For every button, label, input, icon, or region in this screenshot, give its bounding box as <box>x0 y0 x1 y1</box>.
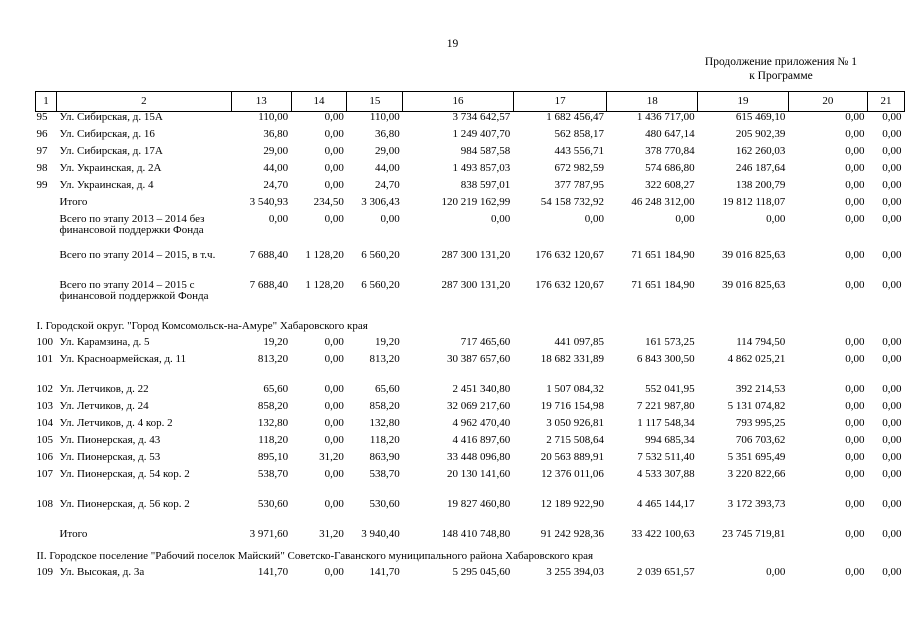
row-name: Всего по этапу 2013 – 2014 без финансовой поддержки Фонда <box>59 214 205 236</box>
value-cell: 0,00 <box>845 111 865 123</box>
table-row <box>36 384 905 401</box>
row-number: 105 <box>36 435 53 446</box>
value-cell: 0,00 <box>324 354 344 365</box>
value-cell: 33 422 100,63 <box>631 529 695 540</box>
value-cell: 0,00 <box>380 214 400 225</box>
value-cell: 0,00 <box>882 435 902 446</box>
row-number: 106 <box>36 452 53 463</box>
value-cell: 1 128,20 <box>305 250 344 261</box>
value-cell: 0,00 <box>675 214 695 225</box>
value-cell: 110,00 <box>369 111 400 123</box>
header-cell: 19 <box>698 92 789 112</box>
row-name: Ул. Украинская, д. 2А <box>59 163 162 174</box>
value-cell: 31,20 <box>319 529 344 540</box>
value-cell: 71 651 184,90 <box>631 280 695 291</box>
value-cell: 19,20 <box>374 337 400 348</box>
value-cell: 161 573,25 <box>645 337 695 348</box>
value-cell: 0,00 <box>845 163 865 174</box>
value-cell: 858,20 <box>257 401 289 412</box>
value-cell: 3 540,93 <box>249 197 289 208</box>
value-cell: 20 130 141,60 <box>446 469 511 480</box>
value-cell: 0,00 <box>882 469 902 480</box>
value-cell: 162 260,03 <box>735 146 786 157</box>
value-cell: 0,00 <box>845 129 865 140</box>
value-cell: 29,00 <box>374 146 400 157</box>
row-number: 107 <box>36 469 53 480</box>
value-cell: 19 812 118,07 <box>722 197 786 208</box>
value-cell: 36,80 <box>263 129 289 140</box>
table-row <box>36 146 905 163</box>
value-cell: 0,00 <box>324 129 344 140</box>
row-number <box>36 529 57 546</box>
value-cell: 552 041,95 <box>645 384 695 395</box>
value-cell: 863,90 <box>369 452 400 463</box>
value-cell: 0,00 <box>845 401 865 412</box>
value-cell: 0,00 <box>845 469 865 480</box>
value-cell: 71 651 184,90 <box>631 250 695 261</box>
value-cell: 530,60 <box>369 499 400 510</box>
value-cell: 39 016 825,63 <box>722 280 786 291</box>
value-cell: 6 560,20 <box>361 280 400 291</box>
row-name: Ул. Сибирская, д. 17А <box>59 146 163 157</box>
row-number <box>36 197 57 214</box>
row-name: Ул. Пионерская, д. 56 кор. 2 <box>59 499 190 510</box>
table-row <box>36 452 905 469</box>
row-name: Всего по этапу 2014 – 2015, в т.ч. <box>59 250 216 261</box>
value-cell: 4 465 144,17 <box>636 499 695 510</box>
value-cell: 19 827 460,80 <box>446 499 511 510</box>
value-cell: 205 902,39 <box>735 129 786 140</box>
value-cell: 3 971,60 <box>249 529 289 540</box>
row-name: Ул. Карамзина, д. 5 <box>59 337 150 348</box>
value-cell: 0,00 <box>882 250 902 261</box>
value-cell: 706 703,62 <box>735 435 786 446</box>
value-cell: 4 416 897,60 <box>452 435 511 446</box>
value-cell: 0,00 <box>882 418 902 429</box>
value-cell: 0,00 <box>882 529 902 540</box>
row-number: 96 <box>36 129 48 140</box>
value-cell: 0,00 <box>845 354 865 365</box>
value-cell: 0,00 <box>324 180 344 191</box>
value-cell: 0,00 <box>324 111 344 123</box>
header-cell: 13 <box>231 92 291 112</box>
value-cell: 574 686,80 <box>645 163 695 174</box>
value-cell: 234,50 <box>313 197 344 208</box>
row-number: 102 <box>36 384 53 395</box>
value-cell: 0,00 <box>845 529 865 540</box>
value-cell: 0,00 <box>882 354 902 365</box>
value-cell: 0,00 <box>882 384 902 395</box>
value-cell: 2 715 508,64 <box>546 435 604 446</box>
table-row <box>36 567 905 584</box>
value-cell: 0,00 <box>845 567 865 578</box>
value-cell: 0,00 <box>324 384 344 395</box>
value-cell: 3 940,40 <box>361 529 400 540</box>
value-cell: 132,80 <box>257 418 289 429</box>
value-cell: 813,20 <box>257 354 289 365</box>
value-cell: 287 300 131,20 <box>441 280 511 291</box>
value-cell: 813,20 <box>369 354 400 365</box>
value-cell: 110,00 <box>258 111 289 123</box>
section-row <box>36 546 905 567</box>
value-cell: 0,00 <box>882 499 902 510</box>
value-cell: 0,00 <box>845 250 865 261</box>
value-cell: 19,20 <box>263 337 289 348</box>
table-row <box>36 354 905 384</box>
table-row <box>36 280 905 316</box>
value-cell: 717 465,60 <box>460 337 511 348</box>
header-cell: 14 <box>291 92 347 112</box>
table-row <box>36 418 905 435</box>
row-name: Всего по этапу 2014 – 2015 с финансовой поддержкой Фонда <box>59 280 209 302</box>
value-cell: 24,70 <box>263 180 289 191</box>
value-cell: 480 647,14 <box>645 129 695 140</box>
value-cell: 19 716 154,98 <box>540 401 604 412</box>
value-cell: 0,00 <box>882 214 902 225</box>
value-cell: 1 682 456,47 <box>546 111 604 123</box>
value-cell: 3 306,43 <box>361 197 400 208</box>
value-cell: 984 587,58 <box>460 146 511 157</box>
value-cell: 0,00 <box>324 163 344 174</box>
value-cell: 895,10 <box>257 452 289 463</box>
value-cell: 91 242 928,36 <box>540 529 604 540</box>
value-cell: 858,20 <box>369 401 400 412</box>
value-cell: 0,00 <box>324 567 344 578</box>
value-cell: 538,70 <box>369 469 400 480</box>
value-cell: 838 597,01 <box>460 180 511 191</box>
value-cell: 0,00 <box>324 337 344 348</box>
value-cell: 4 962 470,40 <box>452 418 511 429</box>
row-name: Ул. Пионерская, д. 54 кор. 2 <box>59 469 190 480</box>
data-table <box>35 91 905 584</box>
row-number: 103 <box>36 401 53 412</box>
header-row <box>36 92 905 112</box>
value-cell: 1 117 548,34 <box>637 418 695 429</box>
value-cell: 0,00 <box>845 452 865 463</box>
value-cell: 12 189 922,90 <box>540 499 604 510</box>
value-cell: 3 255 394,03 <box>546 567 604 578</box>
value-cell: 615 469,10 <box>735 111 786 123</box>
value-cell: 7 688,40 <box>249 280 289 291</box>
table-row <box>36 337 905 354</box>
row-name: Ул. Летчиков, д. 22 <box>59 384 149 395</box>
row-number <box>36 250 57 280</box>
value-cell: 44,00 <box>374 163 400 174</box>
row-number <box>36 280 57 316</box>
value-cell: 0,00 <box>882 337 902 348</box>
value-cell: 5 131 074,82 <box>727 401 786 412</box>
value-cell: 0,00 <box>845 418 865 429</box>
value-cell: 120 219 162,99 <box>441 197 511 208</box>
row-number: 100 <box>36 337 53 348</box>
value-cell: 65,60 <box>374 384 400 395</box>
value-cell: 0,00 <box>882 146 902 157</box>
value-cell: 1 507 084,32 <box>546 384 604 395</box>
row-name: Ул. Летчиков, д. 24 <box>59 401 149 412</box>
table-row <box>36 197 905 214</box>
value-cell: 6 560,20 <box>361 250 400 261</box>
value-cell: 12 376 011,06 <box>541 469 604 480</box>
value-cell: 118,20 <box>258 435 289 446</box>
header-cell: 2 <box>56 92 231 112</box>
value-cell: 0,00 <box>882 111 902 123</box>
section-row <box>36 316 905 337</box>
header-cell: 1 <box>36 92 57 112</box>
value-cell: 44,00 <box>263 163 289 174</box>
value-cell: 148 410 748,80 <box>441 529 511 540</box>
header-cell: 16 <box>403 92 513 112</box>
value-cell: 0,00 <box>882 567 902 578</box>
section-title: II. Городское поселение "Рабочий поселок Майский" Советско-Гаванского муниципального района Хабаровского края <box>36 550 594 562</box>
value-cell: 176 632 120,67 <box>535 250 604 261</box>
header-cell: 15 <box>347 92 403 112</box>
value-cell: 0,00 <box>882 163 902 174</box>
page-number: 19 <box>446 38 459 50</box>
value-cell: 530,60 <box>257 499 289 510</box>
value-cell: 1 128,20 <box>305 280 344 291</box>
value-cell: 0,00 <box>882 197 902 208</box>
value-cell: 0,00 <box>766 214 786 225</box>
value-cell: 65,60 <box>263 384 289 395</box>
table-row <box>36 214 905 250</box>
value-cell: 0,00 <box>845 435 865 446</box>
value-cell: 3 220 822,66 <box>727 469 786 480</box>
row-number: 95 <box>36 111 48 123</box>
value-cell: 0,00 <box>845 337 865 348</box>
table-row <box>36 469 905 499</box>
value-cell: 141,70 <box>369 567 400 578</box>
value-cell: 672 982,59 <box>554 163 604 174</box>
table-row <box>36 180 905 197</box>
value-cell: 1 436 717,00 <box>636 111 695 123</box>
row-number: 101 <box>36 354 53 365</box>
value-cell: 0,00 <box>766 567 786 578</box>
row-name: Ул. Пионерская, д. 53 <box>59 452 161 463</box>
header-cell: 20 <box>788 92 867 112</box>
value-cell: 562 858,17 <box>554 129 604 140</box>
value-cell: 0,00 <box>845 146 865 157</box>
value-cell: 31,20 <box>319 452 344 463</box>
value-cell: 443 556,71 <box>554 146 604 157</box>
value-cell: 7 221 987,80 <box>636 401 695 412</box>
value-cell: 0,00 <box>882 129 902 140</box>
value-cell: 2 451 340,80 <box>452 384 511 395</box>
value-cell: 0,00 <box>268 214 289 225</box>
value-cell: 24,70 <box>374 180 400 191</box>
table-row <box>36 250 905 280</box>
value-cell: 46 248 312,00 <box>631 197 695 208</box>
value-cell: 23 745 719,81 <box>722 529 786 540</box>
value-cell: 33 448 096,80 <box>446 452 511 463</box>
row-name: Ул. Красноармейская, д. 11 <box>59 354 187 365</box>
value-cell: 538,70 <box>257 469 289 480</box>
row-name: Итого <box>59 529 88 540</box>
value-cell: 994 685,34 <box>645 435 695 446</box>
value-cell: 377 787,95 <box>554 180 604 191</box>
value-cell: 36,80 <box>374 129 400 140</box>
header-cell: 18 <box>607 92 698 112</box>
value-cell: 176 632 120,67 <box>535 280 604 291</box>
value-cell: 0,00 <box>845 384 865 395</box>
row-number: 99 <box>36 180 48 191</box>
value-cell: 0,00 <box>324 401 344 412</box>
row-number: 108 <box>36 499 53 510</box>
value-cell: 0,00 <box>845 499 865 510</box>
value-cell: 0,00 <box>584 214 604 225</box>
table-row <box>36 499 905 529</box>
row-name: Ул. Пионерская, д. 43 <box>59 435 161 446</box>
value-cell: 441 097,85 <box>554 337 604 348</box>
table-row <box>36 529 905 546</box>
row-number: 97 <box>36 146 48 157</box>
value-cell: 0,00 <box>324 214 344 225</box>
header-cell: 21 <box>868 92 905 112</box>
table-row <box>36 163 905 180</box>
table-row <box>36 112 905 130</box>
row-number: 109 <box>36 567 53 578</box>
value-cell: 0,00 <box>882 180 902 191</box>
value-cell: 0,00 <box>324 499 344 510</box>
row-name: Итого <box>59 197 88 208</box>
value-cell: 3 734 642,57 <box>452 111 511 123</box>
section-title: I. Городской округ. "Город Комсомольск-на-Амуре" Хабаровского края <box>36 320 368 332</box>
value-cell: 32 069 217,60 <box>446 401 511 412</box>
value-cell: 0,00 <box>845 214 865 225</box>
value-cell: 39 016 825,63 <box>722 250 786 261</box>
value-cell: 20 563 889,91 <box>540 452 604 463</box>
table-row <box>36 129 905 146</box>
value-cell: 246 187,64 <box>735 163 786 174</box>
value-cell: 141,70 <box>257 567 289 578</box>
row-name: Ул. Высокая, д. 3а <box>59 567 145 578</box>
value-cell: 29,00 <box>263 146 289 157</box>
value-cell: 0,00 <box>845 280 865 291</box>
row-number: 104 <box>36 418 53 429</box>
value-cell: 30 387 657,60 <box>446 354 511 365</box>
value-cell: 7 532 511,40 <box>637 452 695 463</box>
value-cell: 118,20 <box>369 435 400 446</box>
value-cell: 7 688,40 <box>249 250 289 261</box>
row-number <box>36 214 57 250</box>
value-cell: 0,00 <box>882 401 902 412</box>
header-cell: 17 <box>513 92 607 112</box>
value-cell: 5 351 695,49 <box>727 452 786 463</box>
value-cell: 0,00 <box>324 469 344 480</box>
value-cell: 54 158 732,92 <box>540 197 604 208</box>
continuation-note <box>705 55 857 83</box>
value-cell: 392 214,53 <box>735 384 786 395</box>
continuation-line2: к Программе <box>749 70 813 82</box>
row-number: 98 <box>36 163 48 174</box>
value-cell: 2 039 651,57 <box>636 567 695 578</box>
value-cell: 114 794,50 <box>736 337 786 348</box>
value-cell: 1 249 407,70 <box>452 129 511 140</box>
value-cell: 793 995,25 <box>735 418 786 429</box>
value-cell: 138 200,79 <box>735 180 786 191</box>
value-cell: 0,00 <box>324 146 344 157</box>
value-cell: 18 682 331,89 <box>540 354 604 365</box>
value-cell: 0,00 <box>324 418 344 429</box>
value-cell: 322 608,27 <box>645 180 695 191</box>
value-cell: 0,00 <box>882 280 902 291</box>
value-cell: 3 172 393,73 <box>727 499 786 510</box>
table-row <box>36 401 905 418</box>
value-cell: 0,00 <box>324 435 344 446</box>
value-cell: 0,00 <box>845 197 865 208</box>
value-cell: 6 843 300,50 <box>636 354 695 365</box>
value-cell: 1 493 857,03 <box>452 163 511 174</box>
value-cell: 0,00 <box>882 452 902 463</box>
table-row <box>36 435 905 452</box>
row-name: Ул. Украинская, д. 4 <box>59 180 154 191</box>
value-cell: 5 295 045,60 <box>452 567 511 578</box>
value-cell: 0,00 <box>490 214 511 225</box>
value-cell: 3 050 926,81 <box>546 418 604 429</box>
value-cell: 132,80 <box>369 418 400 429</box>
value-cell: 0,00 <box>845 180 865 191</box>
continuation-line1: Продолжение приложения № 1 <box>704 56 857 68</box>
value-cell: 4 533 307,88 <box>636 469 695 480</box>
value-cell: 378 770,84 <box>645 146 695 157</box>
row-name: Ул. Сибирская, д. 15А <box>59 111 163 123</box>
value-cell: 4 862 025,21 <box>727 354 786 365</box>
row-name: Ул. Летчиков, д. 4 кор. 2 <box>59 418 173 429</box>
row-name: Ул. Сибирская, д. 16 <box>59 129 155 140</box>
value-cell: 287 300 131,20 <box>441 250 511 261</box>
